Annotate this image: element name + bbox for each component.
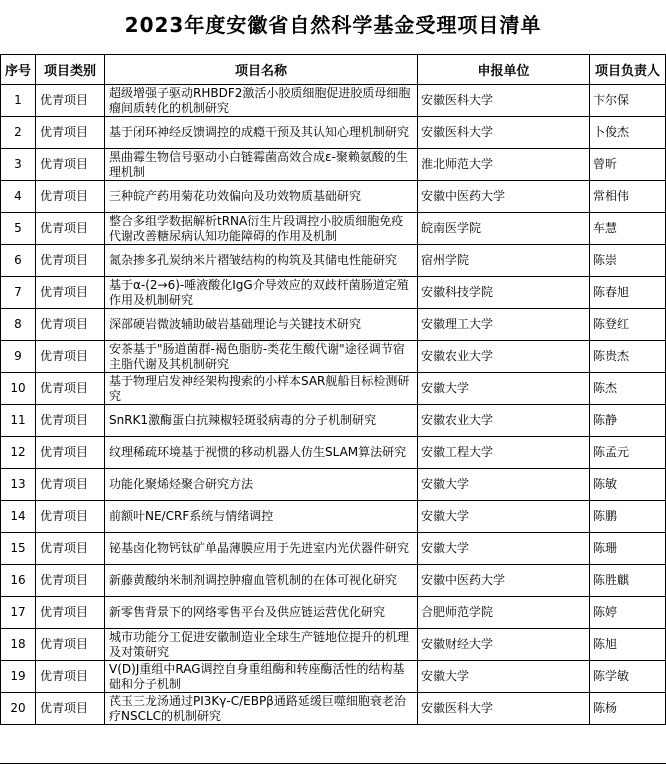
cell-unit: 安徽大学 xyxy=(418,469,590,501)
cell-category: 优青项目 xyxy=(36,245,105,277)
table-row xyxy=(1,533,666,565)
cell-unit: 安徽中医药大学 xyxy=(418,181,590,213)
cell-index: 7 xyxy=(1,277,36,309)
table-row xyxy=(1,181,666,213)
cell-category: 优青项目 xyxy=(36,117,105,149)
cell-unit: 安徽财经大学 xyxy=(418,629,590,661)
cell-lead: 陈鹏 xyxy=(590,501,666,533)
cell-index: 15 xyxy=(1,533,36,565)
cell-unit: 安徽中医药大学 xyxy=(418,565,590,597)
cell-category: 优青项目 xyxy=(36,277,105,309)
cell-category: 优青项目 xyxy=(36,341,105,373)
cell-index: 5 xyxy=(1,213,36,245)
cell-lead: 陈静 xyxy=(590,405,666,437)
cell-project-name: 氮杂掺多孔炭纳米片褶皱结构的构筑及其储电性能研究 xyxy=(105,245,418,277)
cell-unit: 安徽工程大学 xyxy=(418,437,590,469)
cell-category: 优青项目 xyxy=(36,661,105,693)
table-row xyxy=(1,277,666,309)
cell-index: 3 xyxy=(1,149,36,181)
table-row xyxy=(1,373,666,405)
cell-unit: 安徽科技学院 xyxy=(418,277,590,309)
cell-index: 4 xyxy=(1,181,36,213)
table-row xyxy=(1,309,666,341)
table-row xyxy=(1,245,666,277)
cell-lead: 陈崇 xyxy=(590,245,666,277)
cell-index: 13 xyxy=(1,469,36,501)
cell-lead: 常相伟 xyxy=(590,181,666,213)
cell-index: 12 xyxy=(1,437,36,469)
cell-index: 20 xyxy=(1,693,36,725)
table-row xyxy=(1,693,666,725)
project-table xyxy=(0,54,666,725)
cell-project-name: 三种皖产药用菊花功效偏向及功效物质基础研究 xyxy=(105,181,418,213)
cell-project-name: V(D)J重组中RAG调控自身重组酶和转座酶活性的结构基础和分子机制 xyxy=(105,661,418,693)
cell-project-name: 纹理稀疏环境基于视惯的移动机器人仿生SLAM算法研究 xyxy=(105,437,418,469)
cell-project-name: 新藤黄酸纳米制剂调控肿瘤血管机制的在体可视化研究 xyxy=(105,565,418,597)
table-row xyxy=(1,597,666,629)
table-row xyxy=(1,565,666,597)
cell-lead: 曾昕 xyxy=(590,149,666,181)
cell-lead: 陈敏 xyxy=(590,469,666,501)
cell-project-name: 安茶基于"肠道菌群-褐色脂肪-类花生酸代谢"途径调节宿主脂代谢及其机制研究 xyxy=(105,341,418,373)
cell-category: 优青项目 xyxy=(36,629,105,661)
cell-index: 14 xyxy=(1,501,36,533)
cell-unit: 安徽医科大学 xyxy=(418,693,590,725)
table-row xyxy=(1,341,666,373)
cell-project-name: 前额叶NE/CRF系统与情绪调控 xyxy=(105,501,418,533)
cell-lead: 陈珊 xyxy=(590,533,666,565)
cell-category: 优青项目 xyxy=(36,693,105,725)
cell-project-name: 深部硬岩微波辅助破岩基础理论与关键技术研究 xyxy=(105,309,418,341)
cell-project-name: 基于α-(2→6)-唾液酸化IgG介导效应的双歧杆菌肠道定殖作用及机制研究 xyxy=(105,277,418,309)
cell-project-name: 功能化聚烯烃聚合研究方法 xyxy=(105,469,418,501)
cell-lead: 陈婷 xyxy=(590,597,666,629)
cell-lead: 陈登红 xyxy=(590,309,666,341)
cell-unit: 安徽大学 xyxy=(418,373,590,405)
cell-project-name: 新零售背景下的网络零售平台及供应链运营优化研究 xyxy=(105,597,418,629)
table-row xyxy=(1,629,666,661)
cell-unit: 安徽理工大学 xyxy=(418,309,590,341)
cell-unit: 合肥师范学院 xyxy=(418,597,590,629)
cell-unit: 安徽医科大学 xyxy=(418,85,590,117)
cell-unit: 淮北师范大学 xyxy=(418,149,590,181)
cell-lead: 陈胜麒 xyxy=(590,565,666,597)
cell-lead: 卞尔保 xyxy=(590,85,666,117)
document-title: 2023年度安徽省自然科学基金受理项目清单 xyxy=(124,13,542,37)
cell-project-name: 铋基卤化物钙钛矿单晶薄膜应用于先进室内光伏器件研究 xyxy=(105,533,418,565)
cell-category: 优青项目 xyxy=(36,181,105,213)
table-row xyxy=(1,661,666,693)
cell-lead: 陈旭 xyxy=(590,629,666,661)
cell-index: 1 xyxy=(1,85,36,117)
cell-category: 优青项目 xyxy=(36,85,105,117)
cell-category: 优青项目 xyxy=(36,213,105,245)
cell-lead: 陈学敏 xyxy=(590,661,666,693)
column-header-name: 项目名称 xyxy=(105,55,418,85)
cell-lead: 陈贵杰 xyxy=(590,341,666,373)
cell-category: 优青项目 xyxy=(36,309,105,341)
cell-index: 16 xyxy=(1,565,36,597)
table-row xyxy=(1,437,666,469)
cell-lead: 陈杰 xyxy=(590,373,666,405)
bottom-border xyxy=(0,763,666,764)
column-header-category: 项目类别 xyxy=(36,55,105,85)
cell-project-name: SnRK1激酶蛋白抗辣椒轻斑驳病毒的分子机制研究 xyxy=(105,405,418,437)
cell-project-name: 超级增强子驱动RHBDF2激活小胶质细胞促进胶质母细胞瘤间质转化的机制研究 xyxy=(105,85,418,117)
cell-project-name: 城市功能分工促进安徽制造业全球生产链地位提升的机理及对策研究 xyxy=(105,629,418,661)
cell-lead: 陈春旭 xyxy=(590,277,666,309)
cell-category: 优青项目 xyxy=(36,373,105,405)
column-header-lead: 项目负责人 xyxy=(590,55,666,85)
cell-index: 9 xyxy=(1,341,36,373)
table-row xyxy=(1,405,666,437)
table-row xyxy=(1,149,666,181)
cell-category: 优青项目 xyxy=(36,437,105,469)
cell-category: 优青项目 xyxy=(36,405,105,437)
cell-unit: 宿州学院 xyxy=(418,245,590,277)
cell-index: 10 xyxy=(1,373,36,405)
cell-index: 19 xyxy=(1,661,36,693)
table-header-row xyxy=(1,55,666,85)
column-header-unit: 申报单位 xyxy=(418,55,590,85)
table-row xyxy=(1,213,666,245)
cell-index: 17 xyxy=(1,597,36,629)
cell-unit: 安徽大学 xyxy=(418,661,590,693)
column-header-index: 序号 xyxy=(1,55,36,85)
cell-unit: 安徽大学 xyxy=(418,501,590,533)
cell-unit: 安徽医科大学 xyxy=(418,117,590,149)
cell-project-name: 芪玉三龙汤通过PI3Kγ-C/EBPβ通路延缓巨噬细胞衰老治疗NSCLC的机制研究 xyxy=(105,693,418,725)
cell-unit: 安徽大学 xyxy=(418,533,590,565)
cell-lead: 车慧 xyxy=(590,213,666,245)
cell-category: 优青项目 xyxy=(36,149,105,181)
cell-lead: 陈杨 xyxy=(590,693,666,725)
cell-index: 8 xyxy=(1,309,36,341)
cell-unit: 皖南医学院 xyxy=(418,213,590,245)
cell-category: 优青项目 xyxy=(36,597,105,629)
table-row xyxy=(1,469,666,501)
cell-lead: 陈孟元 xyxy=(590,437,666,469)
cell-index: 18 xyxy=(1,629,36,661)
cell-index: 2 xyxy=(1,117,36,149)
table-row xyxy=(1,117,666,149)
cell-category: 优青项目 xyxy=(36,469,105,501)
table-row xyxy=(1,85,666,117)
cell-index: 11 xyxy=(1,405,36,437)
cell-unit: 安徽农业大学 xyxy=(418,405,590,437)
cell-category: 优青项目 xyxy=(36,533,105,565)
cell-project-name: 整合多组学数据解析tRNA衍生片段调控小胶质细胞免疫代谢改善糖尿病认知功能障碍的作用及机制 xyxy=(105,213,418,245)
cell-lead: 卜俊杰 xyxy=(590,117,666,149)
table-row xyxy=(1,501,666,533)
cell-project-name: 黑曲霉生物信号驱动小白链霉菌高效合成ε-聚赖氨酸的生理机制 xyxy=(105,149,418,181)
cell-category: 优青项目 xyxy=(36,501,105,533)
cell-index: 6 xyxy=(1,245,36,277)
cell-unit: 安徽农业大学 xyxy=(418,341,590,373)
cell-project-name: 基于闭环神经反馈调控的成瘾干预及其认知心理机制研究 xyxy=(105,117,418,149)
cell-project-name: 基于物理启发神经架构搜索的小样本SAR舰船目标检测研究 xyxy=(105,373,418,405)
cell-category: 优青项目 xyxy=(36,565,105,597)
